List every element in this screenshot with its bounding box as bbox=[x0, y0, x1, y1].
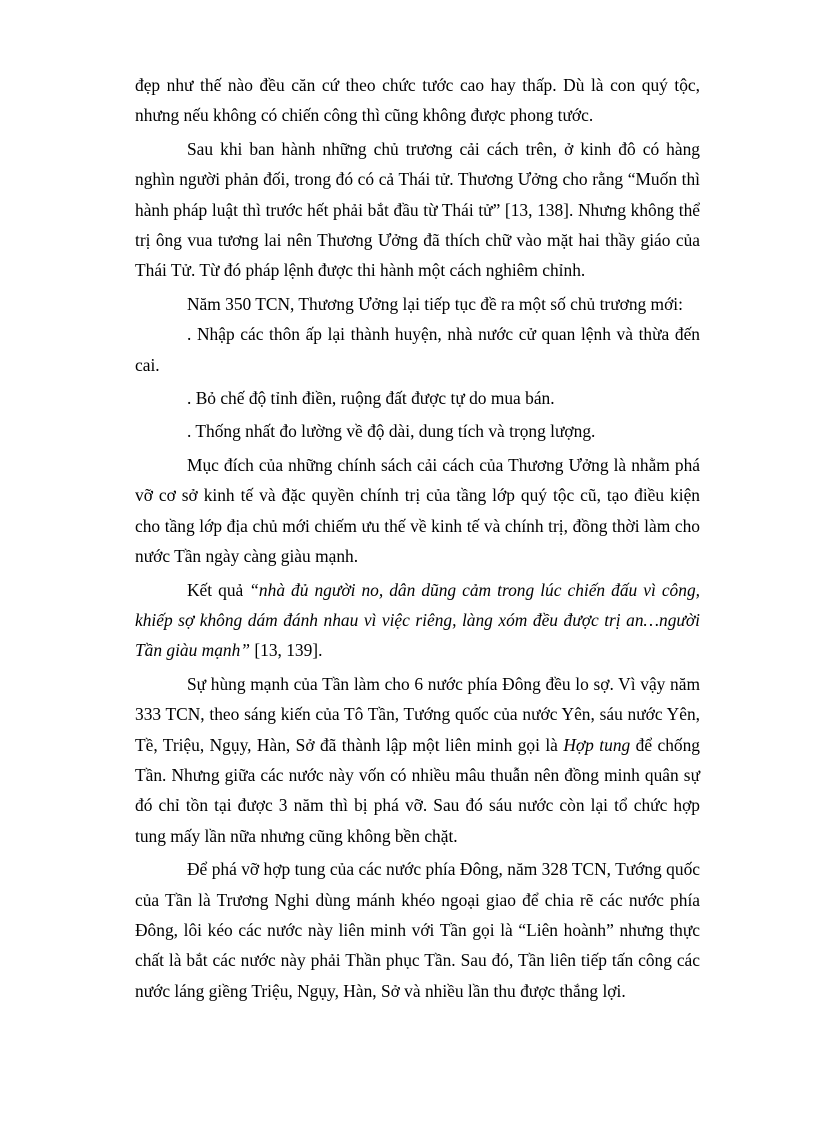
alliance-text-a: Sự hùng mạnh của Tần làm cho 6 nước phía Đông đều lo sợ. Vì vậy năm 333 TCN, theo sáng kiến của Tô Tần, Tướng quốc của nước Yên, sáu nước Yên, Tề, Triệu, Ngụy, Hàn, Sở đã thành lập một liên minh gọi là bbox=[135, 673, 700, 755]
document-page bbox=[135, 70, 700, 1006]
result-quote: “nhà đủ người no, dân dũng cảm trong lúc chiến đấu vì công, khiếp sợ không dám đánh nhau vì việc riêng, làng xóm đều được trị an…người Tần giàu mạnh” bbox=[135, 579, 700, 661]
result-citation: [13, 139]. bbox=[250, 640, 323, 661]
result-lead-text: Kết quả bbox=[187, 579, 250, 600]
alliance-text-b: để chống Tần. Nhưng giữa các nước này vốn có nhiều mâu thuẫn nên đồng minh quân sự đó chỉ tồn tại được 3 năm thì bị phá vỡ. Sau đó sáu nước còn lại tổ chức hợp tung mấy lần nữa nhưng cũng không bền chặt. bbox=[135, 734, 700, 846]
bullet-measurement-standard: . Thống nhất đo lường về độ dài, dung tích và trọng lượng. bbox=[187, 421, 596, 442]
paragraph-reform-purpose: Mục đích của những chính sách cải cách của Thương Ưởng là nhằm phá vỡ cơ sở kinh tế và đặc quyền chính trị của tầng lớp quý tộc cũ, tạo điều kiện cho tầng lớp địa chủ mới chiếm ưu thế về kinh tế và chính trị, đồng thời làm cho nước Tần ngày càng giàu mạnh. bbox=[135, 454, 700, 567]
paragraph-new-policies-intro: Năm 350 TCN, Thương Ưởng lại tiếp tục đề ra một số chủ trương mới: bbox=[187, 293, 683, 314]
paragraph-hop-tung-alliance bbox=[135, 669, 700, 851]
bullet-land-reform: . Bỏ chế độ tỉnh điền, ruộng đất được tự do mua bán. bbox=[187, 388, 555, 409]
alliance-term: Hợp tung bbox=[563, 734, 631, 755]
paragraph-continuation: đẹp như thế nào đều căn cứ theo chức tước cao hay thấp. Dù là con quý tộc, nhưng nếu không có chiến công thì cũng không được phong tước. bbox=[135, 75, 700, 126]
paragraph-crown-prince-opposition: Sau khi ban hành những chủ trương cải cách trên, ở kinh đô có hàng nghìn người phản đối, trong đó có cả Thái tử. Thương Ưởng cho rằng “Muốn thì hành pháp luật thì trước hết phải bắt đầu từ Thái tử” [13, 138]. Nhưng không thể trị ông vua tương lai nên Thương Ưởng đã thích chữ vào mặt hai thầy giáo của Thái Tử. Từ đó pháp lệnh được thi hành một cách nghiêm chỉnh. bbox=[135, 138, 700, 281]
paragraph-reform-result bbox=[135, 575, 700, 666]
bullet-district-merge: . Nhập các thôn ấp lại thành huyện, nhà nước cử quan lệnh và thừa đến cai. bbox=[135, 324, 700, 375]
paragraph-lien-hoanh: Để phá vỡ hợp tung của các nước phía Đông, năm 328 TCN, Tướng quốc của Tần là Trương Nghi dùng mánh khéo ngoại giao để chia rẽ các nước phía Đông, lôi kéo các nước này liên minh với Tần gọi là “Liên hoành” nhưng thực chất là bắt các nước này phải Thần phục Tần. Sau đó, Tần liên tiếp tấn công các nước láng giềng Triệu, Ngụy, Hàn, Sở và nhiều lần thu được thắng lợi. bbox=[135, 859, 700, 1001]
